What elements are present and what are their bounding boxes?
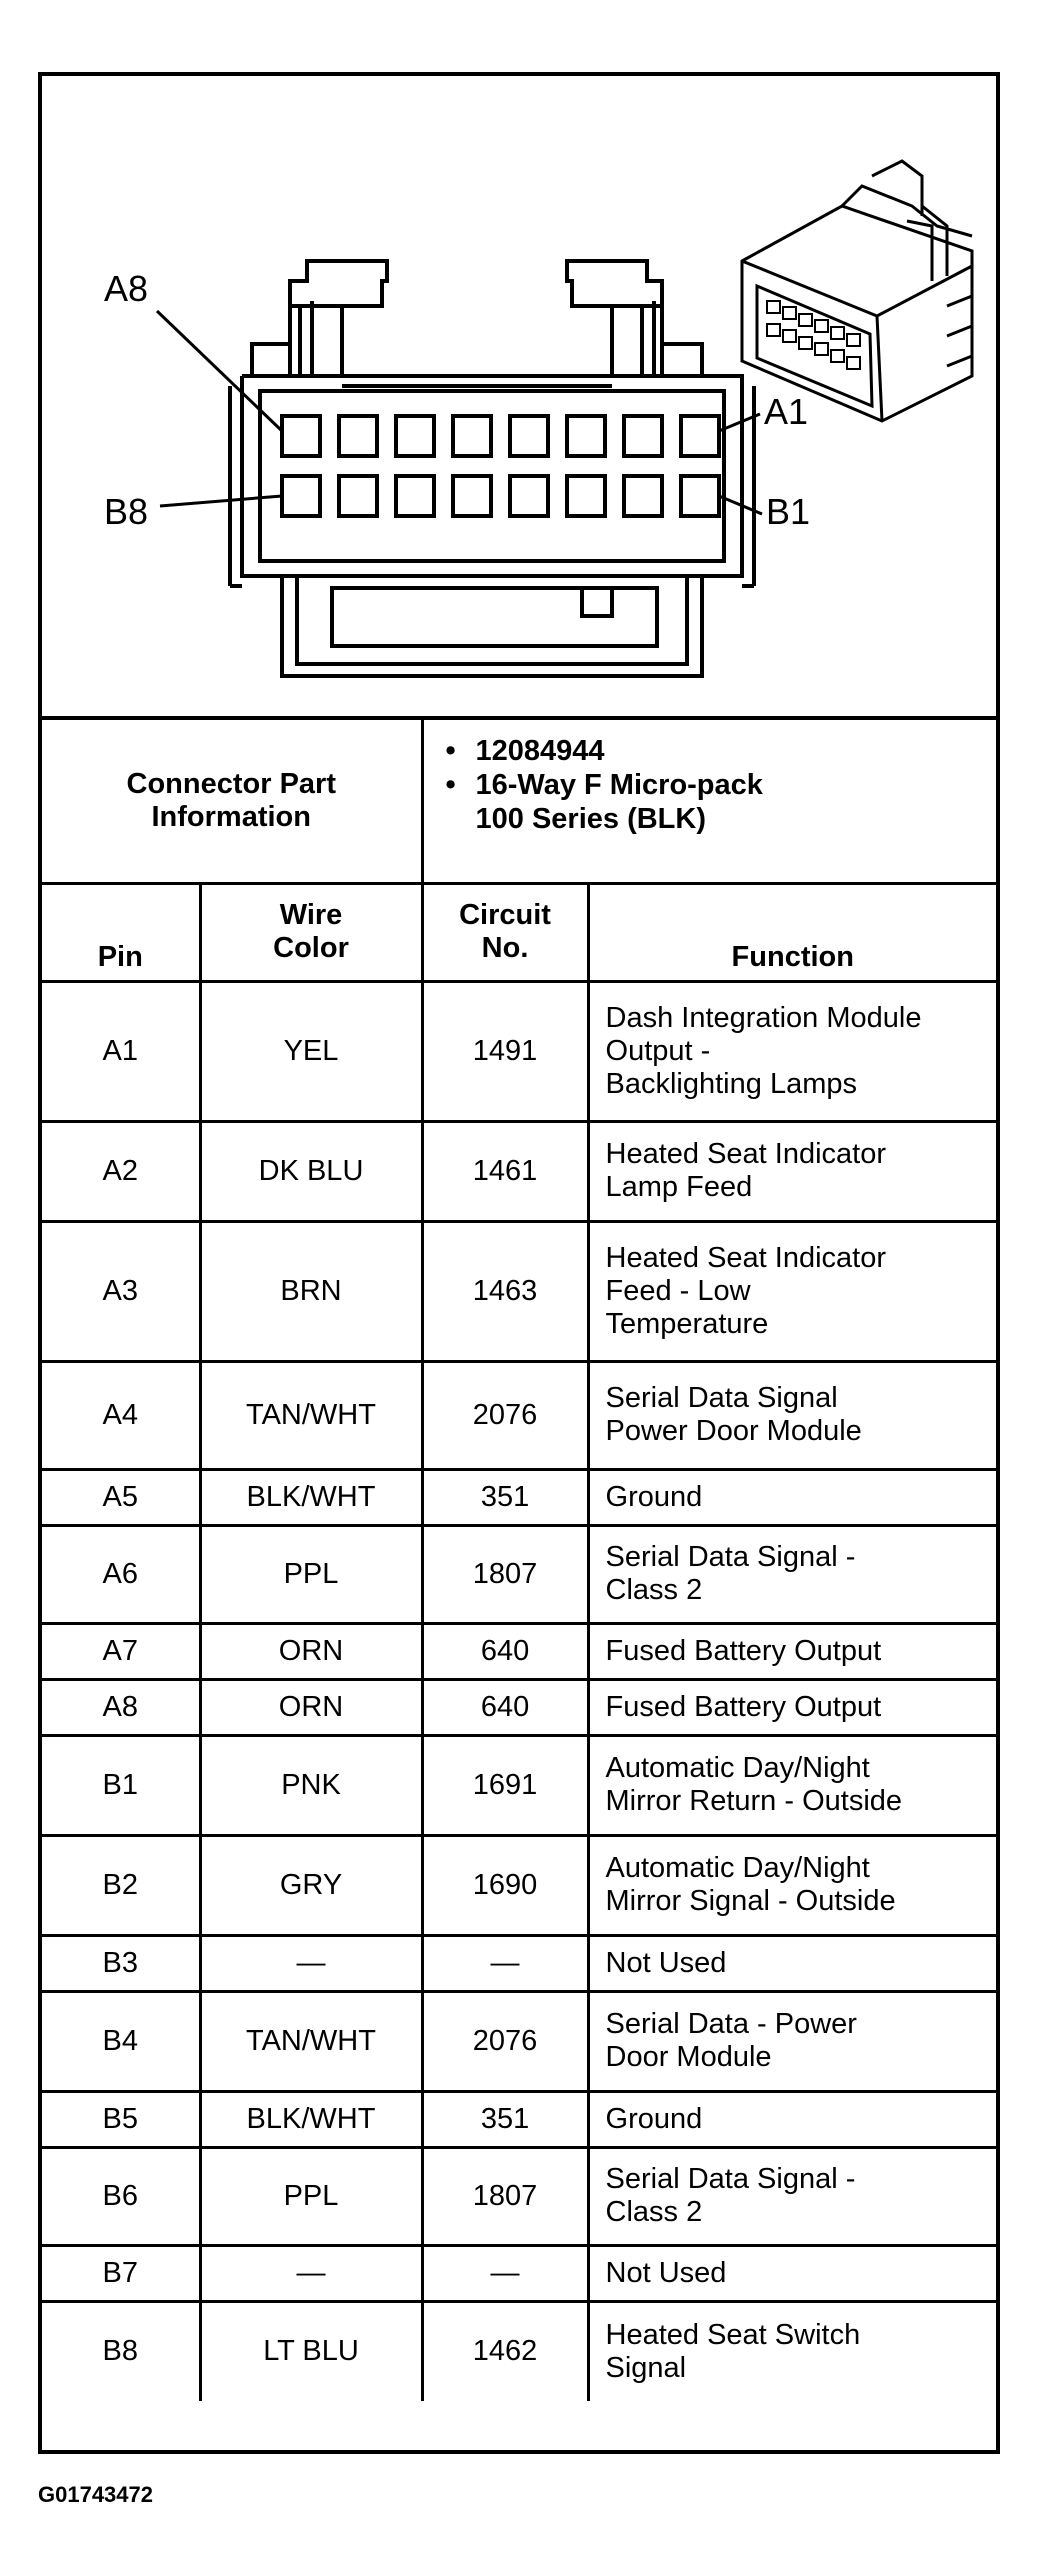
pin-cell: A8 [42,1679,200,1735]
table-row [42,1679,996,1735]
wire-color-cell: DK BLU [200,1121,422,1221]
circuit-cell: 351 [422,1469,588,1525]
circuit-cell: — [422,1935,588,1991]
table-row [42,1221,996,1361]
function-cell: Heated Seat Switch Signal [588,2301,996,2401]
circuit-cell: 1807 [422,1525,588,1623]
circuit-cell: 1463 [422,1221,588,1361]
circuit-cell: 2076 [422,1361,588,1469]
pin-cavities [282,416,719,516]
circuit-cell: 1807 [422,2147,588,2245]
circuit-cell: 1491 [422,981,588,1121]
header-pin: Pin [42,883,200,981]
table-row [42,1623,996,1679]
table-row [42,1735,996,1835]
function-cell: Not Used [588,1935,996,1991]
table-row [42,2091,996,2147]
table-row [42,1469,996,1525]
table-row [42,1835,996,1935]
pin-cell: B1 [42,1735,200,1835]
function-cell: Serial Data Signal Power Door Module [588,1361,996,1469]
wire-color-cell: PPL [200,2147,422,2245]
pin-cell: B2 [42,1835,200,1935]
pin-cell: A5 [42,1469,200,1525]
pin-cell: A4 [42,1361,200,1469]
pinout-table [42,716,996,2401]
wire-color-cell: TAN/WHT [200,1361,422,1469]
circuit-cell: 640 [422,1679,588,1735]
table-row [42,1361,996,1469]
circuit-cell: 1461 [422,1121,588,1221]
connector-illustration [42,76,996,716]
pin-label-b1: B1 [766,491,811,532]
wire-color-cell: BRN [200,1221,422,1361]
function-cell: Serial Data Signal - Class 2 [588,1525,996,1623]
wire-color-cell: PNK [200,1735,422,1835]
circuit-cell: 1691 [422,1735,588,1835]
circuit-cell: 2076 [422,1991,588,2091]
circuit-cell: 640 [422,1623,588,1679]
pin-cell: B4 [42,1991,200,2091]
function-cell: Serial Data - Power Door Module [588,1991,996,2091]
function-cell: Fused Battery Output [588,1679,996,1735]
circuit-cell: 351 [422,2091,588,2147]
circuit-cell: — [422,2245,588,2301]
circuit-cell: 1690 [422,1835,588,1935]
connector-part-details [422,718,996,883]
function-cell: Automatic Day/Night Mirror Return - Outside [588,1735,996,1835]
table-row [42,2147,996,2245]
circuit-cell: 1462 [422,2301,588,2401]
table-row [42,1525,996,1623]
connector-info-row [42,718,996,883]
part-number: • 12084944 [476,734,997,768]
pin-cell: A1 [42,981,200,1121]
table-row [42,2301,996,2401]
table-row [42,1991,996,2091]
function-cell: Heated Seat Indicator Feed - Low Temperature [588,1221,996,1361]
wire-color-cell: — [200,1935,422,1991]
pin-label-a1: A1 [764,391,809,432]
pin-cell: A3 [42,1221,200,1361]
wire-color-cell: ORN [200,1679,422,1735]
function-cell: Fused Battery Output [588,1623,996,1679]
column-header-row [42,883,996,981]
table-row [42,981,996,1121]
pin-label-a8: A8 [104,268,149,309]
header-function: Function [588,883,996,981]
function-cell: Ground [588,2091,996,2147]
connector-face-drawing [42,76,996,716]
pin-cell: B5 [42,2091,200,2147]
pin-label-b8: B8 [104,491,149,532]
function-cell: Ground [588,1469,996,1525]
wire-color-cell: GRY [200,1835,422,1935]
table-row [42,2245,996,2301]
connector-isometric-thumbnail [742,161,972,421]
pin-cell: B3 [42,1935,200,1991]
table-row [42,1935,996,1991]
function-cell: Not Used [588,2245,996,2301]
pin-cell: A6 [42,1525,200,1623]
wire-color-cell: YEL [200,981,422,1121]
connector-description: • 16-Way F Micro-pack 100 Series (BLK) [476,768,997,836]
header-wire-color: Wire Color [200,883,422,981]
wire-color-cell: ORN [200,1623,422,1679]
pin-cell: B8 [42,2301,200,2401]
function-cell: Serial Data Signal - Class 2 [588,2147,996,2245]
wire-color-cell: PPL [200,1525,422,1623]
connector-diagram-frame [38,72,1000,2454]
pin-cell: A7 [42,1623,200,1679]
wire-color-cell: BLK/WHT [200,1469,422,1525]
function-cell: Dash Integration Module Output - Backlighting Lamps [588,981,996,1121]
connector-part-info-label: Connector Part Information [42,718,422,883]
header-circuit-no: Circuit No. [422,883,588,981]
function-cell: Automatic Day/Night Mirror Signal - Outside [588,1835,996,1935]
wire-color-cell: LT BLU [200,2301,422,2401]
function-cell: Heated Seat Indicator Lamp Feed [588,1121,996,1221]
wire-color-cell: — [200,2245,422,2301]
pin-cell: A2 [42,1121,200,1221]
table-row [42,1121,996,1221]
wire-color-cell: TAN/WHT [200,1991,422,2091]
pin-cell: B7 [42,2245,200,2301]
pin-cell: B6 [42,2147,200,2245]
figure-id: G01743472 [38,2482,153,2507]
wire-color-cell: BLK/WHT [200,2091,422,2147]
